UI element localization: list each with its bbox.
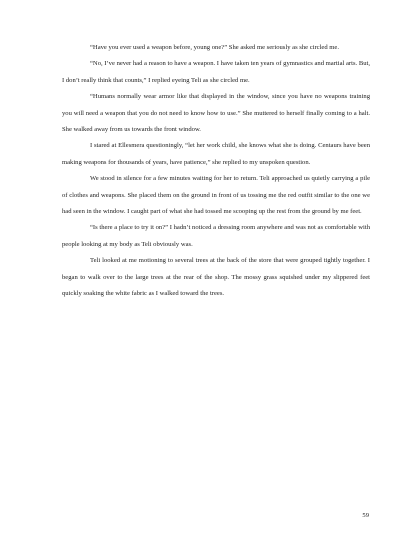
paragraph: Teli looked at me motioning to several trees at the back of the store that were grouped tightly together. I began to walk over to the large trees at the rear of the shop. The mossy grass squished under my slippered feet quickly soaking the white fabric as I walked toward the trees. — [62, 257, 370, 298]
page-number: 59 — [362, 512, 369, 519]
paragraph: We stood in silence for a few minutes waiting for her to return. Teli approached us quietly carrying a pile of clothes and weapons. She placed them on the ground in front of us tossing me the red outfit similar to the one we had seen in the window. I caught part of what she had tossed me scooping up the rest from the ground by me feet. — [62, 175, 370, 216]
paragraph: “No, I’ve never had a reason to have a weapon. I have taken ten years of gymnastics and martial arts. But, I don’t really think that counts,” I replied eyeing Teli as she circled me. — [62, 60, 370, 84]
paragraph: I stared at Ellesmera questioningly, “let her work child, she knows what she is doing. Centaurs have been making weapons for thousands of years, have patience,” she replied to my unspoken question. — [62, 142, 370, 166]
paragraph: “Humans normally wear armor like that displayed in the window, since you have no weapons training you will need a weapon that you do not need to know how to use.” She muttered to herself finally coming to a halt. She walked away from us towards the front window. — [62, 93, 370, 134]
paragraph: “Is there a place to try it on?” I hadn’t noticed a dressing room anywhere and was not as comfortable with people looking at my body as Teli obviously was. — [62, 224, 370, 248]
paragraph: “Have you ever used a weapon before, young one?” She asked me seriously as she circled me. — [90, 44, 340, 51]
body-text — [62, 40, 370, 303]
